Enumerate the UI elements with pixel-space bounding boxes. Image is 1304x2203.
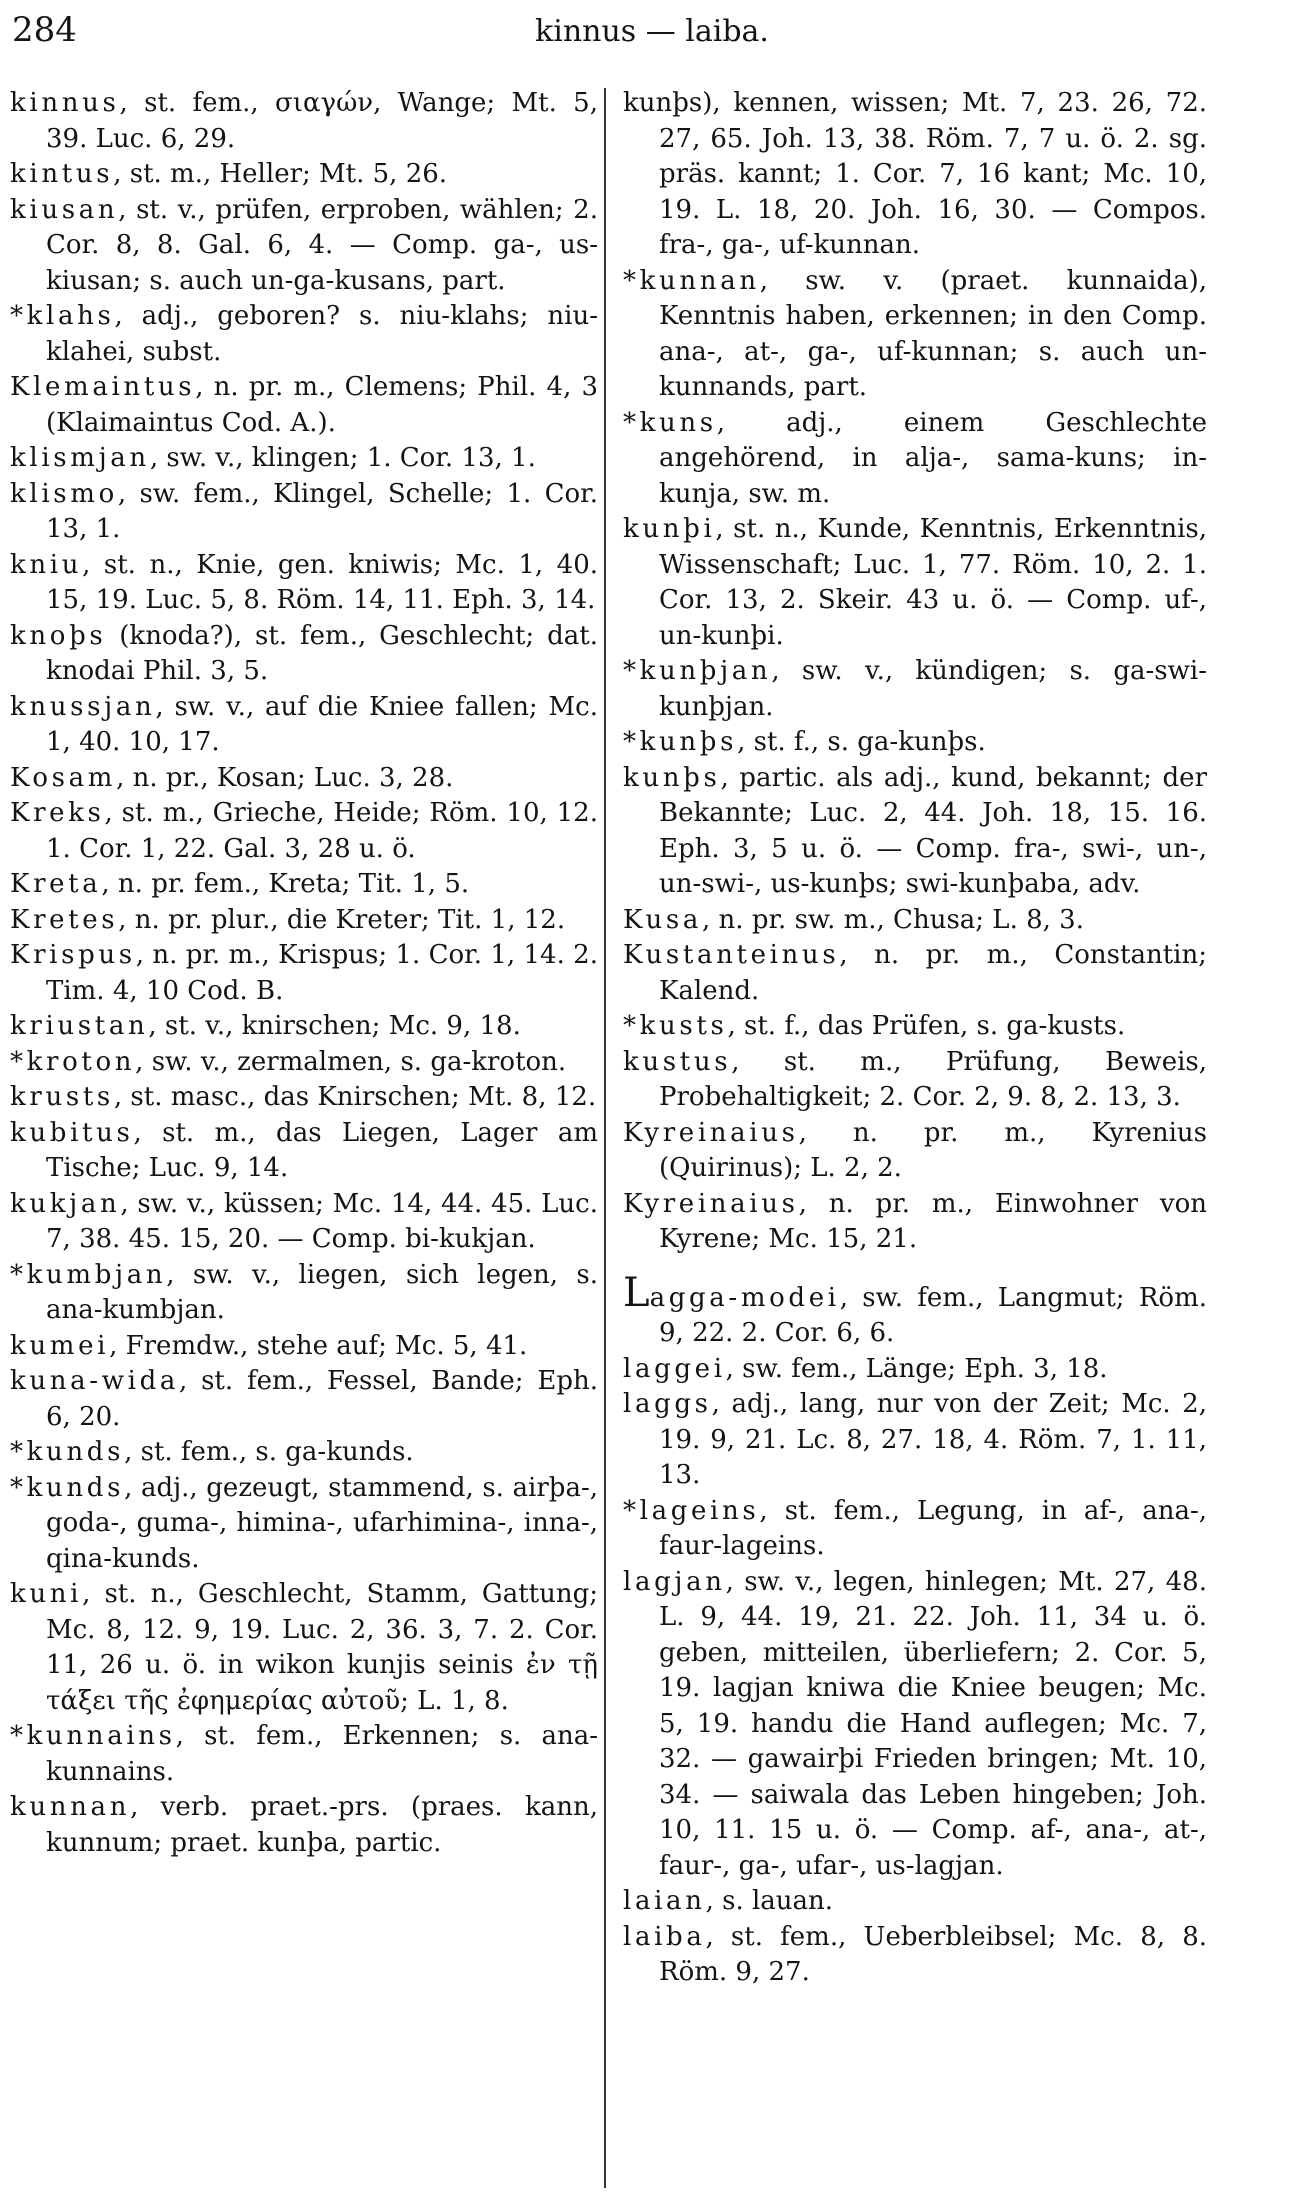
entry-headword: Klemaintus: [10, 372, 196, 402]
entry-headword: knussjan: [10, 691, 156, 722]
entry-definition: , adj., lang, nur von der Zeit; Mc. 2, 19. 9, 21. Lc. 8, 27. 18, 4. Röm. 7, 1. 11, 13.: [659, 1389, 1207, 1490]
entry-headword: knoþs: [10, 620, 107, 651]
dictionary-entry: [623, 903, 1207, 939]
entry-headword: *klahs: [10, 301, 115, 331]
left-column: [10, 86, 598, 1861]
entry-headword: *kunds: [10, 1437, 125, 1467]
entry-headword: *kunnan: [623, 265, 760, 296]
right-column: [623, 86, 1207, 1991]
entry-definition: , partic. als adj., kund, bekannt; der Bekannte; Luc. 2, 44. Joh. 18, 15. 16. Eph. 3, 5 u. ö. — Comp. fra-, swi-, un-, un-swi-, us-kunþs; swi-kunþaba, adv.: [659, 762, 1207, 899]
entry-definition: , st. fem., Fessel, Bande; Eph. 6, 20.: [46, 1366, 598, 1432]
entry-headword: kiusan: [10, 194, 119, 225]
entry-definition: , n. pr. m., Einwohner von Kyrene; Mc. 15, 21.: [659, 1188, 1207, 1254]
entry-definition: , st. m., Grieche, Heide; Röm. 10, 12. 1. Cor. 1, 22. Gal. 3, 28 u. ö.: [46, 798, 598, 864]
entry-headword: Krispus: [10, 940, 136, 970]
dictionary-entry: [10, 938, 598, 1009]
entry-headword: laiba: [623, 1921, 706, 1952]
dictionary-entry: [623, 938, 1207, 1009]
entry-definition: , adj., geboren? s. niu-klahs; niu-klahei, subst.: [46, 301, 598, 367]
dictionary-entry: [10, 1080, 598, 1116]
entry-definition: , st. fem., Ueberbleibsel; Mc. 8, 8. Röm. 9, 27.: [659, 1921, 1207, 1987]
dictionary-entry: [10, 157, 598, 193]
entry-headword: *kunds: [10, 1472, 125, 1503]
entry-definition: , adj., gezeugt, stammend, s. airþa-, goda-, guma-, himina-, ufarhimina-, inna-, qina-kunds.: [46, 1472, 598, 1574]
entry-definition: , st. v., prüfen, erproben, wählen; 2. Cor. 8, 8. Gal. 6, 4. — Comp. ga-, us-kiusan; s. auch un-ga-kusans, part.: [46, 194, 598, 296]
entry-headword: *kuns: [623, 407, 717, 438]
entry-headword: kniu: [10, 549, 83, 580]
dictionary-entry: [10, 441, 598, 477]
entry-headword: kunþi: [623, 514, 716, 544]
entry-headword: kuna-wida: [10, 1366, 180, 1396]
dictionary-entry: [623, 1387, 1207, 1494]
entry-headword: *kroton: [10, 1046, 136, 1077]
entry-definition: , st. masc., das Knirschen; Mt. 8, 12.: [113, 1082, 597, 1112]
entry-definition: , st. f., s. ga-kunþs.: [737, 727, 986, 757]
page-number: 284: [12, 10, 77, 50]
dictionary-entry: [10, 1471, 598, 1578]
dictionary-entry: [10, 370, 598, 441]
dictionary-entry: [623, 654, 1207, 725]
dictionary-entry: [10, 299, 598, 370]
entry-headword: *kusts: [623, 1011, 728, 1041]
running-head: kinnus — laiba.: [535, 14, 769, 49]
dictionary-entry: [623, 1187, 1207, 1258]
entry-definition: , st. m., Prüfung, Beweis, Probehaltigkeit; 2. Cor. 2, 9. 8, 2. 13, 3.: [659, 1046, 1207, 1112]
dictionary-entry: [10, 1577, 598, 1719]
entry-definition: , sw. fem., Länge; Eph. 3, 18.: [725, 1353, 1108, 1384]
entry-headword: kunnan: [10, 1792, 131, 1822]
entry-definition: , sw. v., auf die Kniee fallen; Mc. 1, 40. 10, 17.: [46, 691, 598, 757]
dictionary-entry: [623, 725, 1207, 761]
dictionary-entry: [10, 796, 598, 867]
entry-headword: *kunnains: [10, 1721, 176, 1751]
entry-definition: , verb. praet.-prs. (praes. kann, kunnum; praet. kunþa, partic.: [46, 1792, 598, 1858]
entry-headword: Kustanteinus: [623, 940, 840, 970]
dictionary-entry: [10, 1045, 598, 1081]
dictionary-entry: [10, 1364, 598, 1435]
dictionary-entry: [623, 1045, 1207, 1116]
entry-headword: *kunþjan: [623, 656, 772, 686]
column-divider: [604, 88, 606, 2188]
dictionary-entry: [10, 903, 598, 939]
dictionary-entry: [623, 1116, 1207, 1187]
dictionary-entry: [623, 264, 1207, 406]
entry-definition: , n. pr. sw. m., Chusa; L. 8, 3.: [702, 904, 1084, 935]
entry-headword: Kretes: [10, 904, 119, 935]
entry-definition: , adj., einem Geschlechte angehörend, in alja-, sama-kuns; in-kunja, sw. m.: [659, 407, 1207, 509]
entry-headword: Kyreinaius: [623, 1188, 799, 1219]
entry-headword: laggei: [623, 1353, 726, 1384]
dictionary-entry: [10, 619, 598, 690]
entry-headword: kubitus: [10, 1117, 134, 1148]
entry-definition: , st. fem., Legung, in af-, ana-, faur-lageins.: [659, 1495, 1207, 1561]
entry-definition: , n. pr. m., Constantin; Kalend.: [659, 940, 1207, 1006]
dictionary-entry: [10, 193, 598, 300]
entry-headword: kumei: [10, 1330, 110, 1361]
entry-definition: , st. n., Kunde, Kenntnis, Erkenntnis, Wissenschaft; Luc. 1, 77. Röm. 10, 2. 1. Cor. 13, 2. Skeir. 43 u. ö. — Comp. uf-, un-kunþi.: [659, 514, 1207, 651]
dictionary-entry: [10, 690, 598, 761]
entry-definition: , sw. fem., Klingel, Schelle; 1. Cor. 13, 1.: [46, 478, 598, 544]
entry-definition: , sw. v., zermalmen, s. ga-kroton.: [135, 1046, 567, 1077]
dictionary-entry: [623, 86, 1207, 264]
entry-headword: kriustan: [10, 1011, 149, 1041]
entry-headword: krusts: [10, 1082, 114, 1112]
entry-headword: klismjan: [10, 443, 150, 473]
entry-definition: , sw. v., kündigen; s. ga-swi-kunþjan.: [659, 656, 1207, 722]
dictionary-entry: [10, 1719, 598, 1790]
dictionary-entry: [10, 1116, 598, 1187]
dictionary-entry: [623, 1269, 1207, 1352]
entry-definition: , st. m., das Liegen, Lager am Tische; Luc. 9, 14.: [46, 1117, 598, 1183]
entry-definition: , sw. v., liegen, sich legen, s. ana-kumbjan.: [46, 1259, 598, 1325]
entry-definition: , sw. v., klingen; 1. Cor. 13, 1.: [149, 443, 536, 473]
dictionary-entry: [10, 477, 598, 548]
dictionary-entry: [623, 1494, 1207, 1565]
dictionary-entry: [10, 1009, 598, 1045]
entry-headword: *kumbjan: [10, 1259, 167, 1290]
entry-headword: Kosam: [10, 762, 117, 793]
entry-headword: agga-modei: [649, 1282, 840, 1313]
dictionary-entry: [623, 761, 1207, 903]
entry-definition: , n. pr., Kosan; Luc. 3, 28.: [116, 762, 454, 793]
dictionary-entry: [10, 867, 598, 903]
dictionary-entry: [10, 1435, 598, 1471]
entry-definition: , st. n., Geschlecht, Stamm, Gattung; Mc. 8, 12. 9, 19. Luc. 2, 36. 3, 7. 2. Cor. 11, 26 u. ö. in wikon kunjis seinis ἐν τῇ τάξει τῆς ἐφημερίας αὐτοῦ; L. 1, 8.: [46, 1579, 598, 1716]
entry-headword: kunþs: [623, 762, 721, 793]
dictionary-entry: [623, 512, 1207, 654]
entry-definition: , st. fem., s. ga-kunds.: [124, 1437, 414, 1467]
entry-definition: , n. pr. m., Clemens; Phil. 4, 3 (Klaimaintus Cod. A.).: [46, 372, 598, 438]
dictionary-entry: [10, 761, 598, 797]
dictionary-entry: [623, 406, 1207, 513]
dictionary-entry: [10, 1329, 598, 1365]
entry-headword: kintus: [10, 159, 114, 189]
entry-headword: Kreks: [10, 798, 105, 828]
entry-headword: Kusa: [623, 904, 703, 935]
entry-definition: , sw. fem., Langmut; Röm. 9, 22. 2. Cor. 6, 6.: [659, 1282, 1207, 1348]
entry-definition: , n. pr. plur., die Kreter; Tit. 1, 12.: [118, 904, 566, 935]
page-header: [0, 0, 1304, 70]
entry-definition: , st. fem., Erkennen; s. ana-kunnains.: [46, 1721, 598, 1787]
entry-headword: Kyreinaius: [623, 1117, 799, 1148]
dictionary-entry: [623, 1920, 1207, 1991]
dictionary-entry: [623, 1352, 1207, 1388]
entry-definition: , sw. v., küssen; Mc. 14, 44. 45. Luc. 7, 38. 45. 15, 20. — Comp. bi-kukjan.: [46, 1188, 598, 1254]
entry-definition: , n. pr. m., Kyrenius (Quirinus); L. 2, 2.: [659, 1117, 1207, 1183]
dictionary-entry: [623, 1565, 1207, 1885]
entry-definition: , st. f., das Prüfen, s. ga-kusts.: [727, 1011, 1126, 1041]
entry-headword: *lageins: [623, 1495, 760, 1526]
dictionary-entry: [623, 1884, 1207, 1920]
entry-definition: , Fremdw., stehe auf; Mc. 5, 41.: [109, 1330, 528, 1361]
dictionary-entry: [10, 86, 598, 157]
entry-definition: , sw. v. (praet. kunnaida), Kenntnis haben, erkennen; in den Comp. ana-, at-, ga-, uf-kunnan; s. auch un-kunnands, part.: [659, 265, 1207, 402]
entry-headword: klismo: [10, 478, 118, 509]
entry-definition: , st. fem., σιαγών, Wange; Mt. 5, 39. Luc. 6, 29.: [46, 88, 598, 154]
entry-definition: , n. pr. fem., Kreta; Tit. 1, 5.: [101, 869, 470, 899]
entry-definition: kunþs), kennen, wissen; Mt. 7, 23. 26, 72. 27, 65. Joh. 13, 38. Röm. 7, 7 u. ö. 2. sg. präs. kannt; 1. Cor. 7, 16 kant; Mc. 10, 19. L. 18, 20. Joh. 16, 30. — Compos. fra-, ga-, uf-kunnan.: [623, 88, 1207, 260]
entry-definition: (knoda?), st. fem., Geschlecht; dat. knodai Phil. 3, 5.: [46, 620, 598, 686]
entry-definition: , s. lauan.: [705, 1886, 834, 1916]
entry-definition: , st. n., Knie, gen. kniwis; Mc. 1, 40. 15, 19. Luc. 5, 8. Röm. 14, 11. Eph. 3, 14.: [46, 549, 598, 615]
entry-headword: kustus: [623, 1046, 732, 1077]
section-initial-letter: L: [623, 1269, 650, 1316]
dictionary-entry: [10, 1258, 598, 1329]
entry-definition: , st. m., Heller; Mt. 5, 26.: [113, 159, 448, 189]
entry-headword: kinnus: [10, 88, 120, 118]
dictionary-entry: [10, 1187, 598, 1258]
entry-definition: , sw. v., legen, hinlegen; Mt. 27, 48. L. 9, 44. 19, 21. 22. Joh. 11, 34 u. ö. geben, mitteilen, überliefern; 2. Cor. 5, 19. lagjan kniwa die Kniee beugen; Mc. 5, 19. handu die Hand auflegen; Mc. 7, 32. — gawairþi Frieden bringen; Mt. 10, 34. — saiwala das Leben hingeben; Joh. 10, 11. 15 u. ö. — Comp. af-, ana-, at-, faur-, ga-, ufar-, us-lagjan.: [659, 1566, 1207, 1881]
entry-headword: Kreta: [10, 869, 102, 899]
entry-headword: lagjan: [623, 1566, 726, 1597]
entry-definition: , st. v., knirschen; Mc. 9, 18.: [148, 1011, 521, 1041]
entry-headword: kuni: [10, 1579, 83, 1609]
entry-headword: *kunþs: [623, 727, 738, 757]
entry-headword: laian: [623, 1886, 706, 1916]
entry-definition: , n. pr. m., Krispus; 1. Cor. 1, 14. 2. Tim. 4, 10 Cod. B.: [46, 940, 598, 1006]
entry-headword: laggs: [623, 1389, 712, 1419]
entry-headword: kukjan: [10, 1188, 121, 1219]
dictionary-entry: [10, 548, 598, 619]
dictionary-entry: [10, 1790, 598, 1861]
dictionary-entry: [623, 1009, 1207, 1045]
